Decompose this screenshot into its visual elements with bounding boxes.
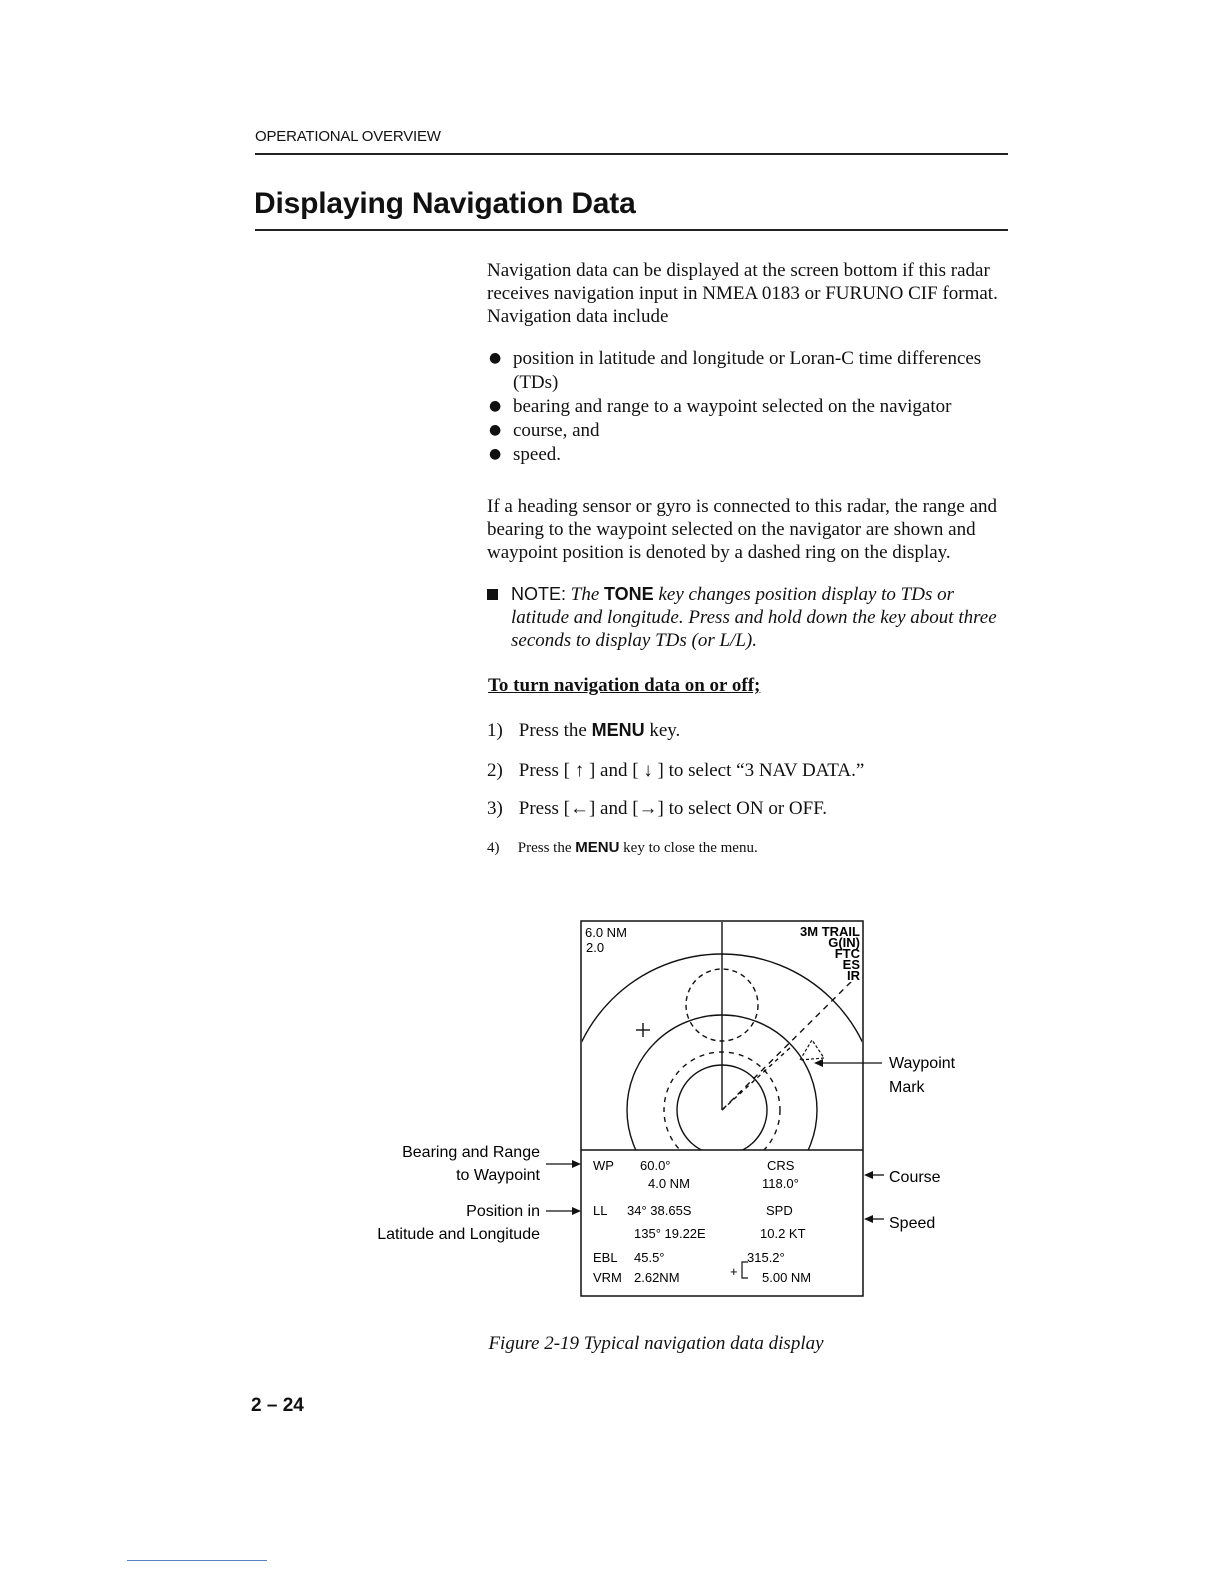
step-text: Press the	[518, 720, 587, 741]
latitude: 34° 38.65S	[627, 1203, 692, 1218]
list-item: ● position in latitude and longitude or Loran-C time differences (TDs)	[489, 347, 1014, 395]
step-number: 3)	[487, 798, 503, 819]
list-item: ● bearing and range to a waypoint selected on the navigator	[489, 395, 1014, 419]
arrow-left-icon	[864, 1171, 873, 1179]
wp-range: 4.0 NM	[648, 1176, 690, 1191]
procedure-heading: To turn navigation data on or off;	[488, 675, 761, 696]
callout-position: Position in	[466, 1203, 540, 1220]
step-number: 1)	[487, 720, 503, 741]
spd-label: SPD	[766, 1203, 793, 1218]
note-key: TONE	[604, 584, 654, 604]
ring-interval: 2.0	[586, 940, 605, 955]
callout-position: Latitude and Longitude	[377, 1226, 540, 1243]
step-key: MENU	[575, 839, 620, 856]
ll-label: LL	[593, 1203, 608, 1218]
step-text: Press the	[517, 840, 572, 856]
bottom-rule	[127, 1560, 267, 1561]
ftc-label: FTC	[834, 946, 860, 961]
crs-label: CRS	[767, 1158, 795, 1173]
cursor-plus-icon: +	[730, 1264, 738, 1279]
arrow-left-icon	[814, 1059, 823, 1067]
callout-course: Course	[889, 1169, 941, 1186]
figure-callouts	[546, 1059, 884, 1223]
callout-bearing-range: to Waypoint	[456, 1167, 540, 1184]
crs-value: 118.0°	[762, 1176, 799, 1191]
step-text: key.	[649, 720, 681, 741]
step-text: key to close the menu.	[623, 840, 758, 856]
arrow-right-icon	[572, 1160, 581, 1168]
vrm-value: 2.62NM	[634, 1270, 680, 1285]
callout-waypoint-mark: Waypoint	[889, 1055, 956, 1072]
trail-label: 3M TRAIL	[800, 924, 860, 939]
callout-bearing-range: Bearing and Range	[402, 1144, 540, 1161]
step-number: 4)	[487, 840, 500, 856]
wp-bearing: 60.0°	[640, 1158, 671, 1173]
radar-display	[566, 921, 878, 1296]
vrm-label: VRM	[593, 1270, 622, 1285]
callout-speed: Speed	[889, 1215, 936, 1232]
es-label: ES	[842, 957, 860, 972]
ebl-value: 45.5°	[634, 1250, 665, 1265]
gain-label: G(IN)	[828, 935, 860, 950]
ebl-label: EBL	[593, 1250, 618, 1265]
nav-data-box	[581, 1150, 863, 1285]
ebl-line	[722, 965, 868, 1110]
figure-caption: Figure 2-19 Typical navigation data display	[488, 1333, 824, 1354]
longitude: 135° 19.22E	[634, 1226, 706, 1241]
cursor-bearing: 315.2°	[747, 1250, 785, 1265]
ir-label: IR	[847, 968, 860, 983]
list-item: ● speed.	[489, 443, 1014, 467]
step-key: MENU	[591, 720, 645, 740]
arrow-right-icon	[572, 1207, 581, 1215]
range-readout: 6.0 NM	[585, 925, 627, 940]
waypoint-mark	[800, 1040, 824, 1060]
note-label: NOTE:	[511, 584, 567, 604]
page-title: Displaying Navigation Data	[254, 187, 636, 220]
callout-waypoint-mark: Mark	[889, 1079, 925, 1096]
list-item: ● course, and	[489, 419, 1014, 443]
step-number: 2)	[487, 760, 503, 781]
heading-sensor-paragraph: If a heading sensor or gyro is connected to this radar, the range and bearing to the waypoint selected on the navigator are shown and waypoint position is denoted by a dashed ring on the display.	[487, 496, 997, 563]
step-text: Press [←] and [→] to select ON or OFF.	[518, 798, 827, 819]
cursor-range: 5.00 NM	[762, 1270, 812, 1285]
step-text: Press [ ↑ ] and [ ↓ ] to select “3 NAV DATA.”	[518, 760, 865, 781]
section-header: OPERATIONAL OVERVIEW	[255, 128, 441, 145]
note-text-rest: key changes position display to TDs or latitude and longitude. Press and hold down the key about three seconds to display TDs (or L/L).	[511, 584, 997, 651]
spd-value: 10.2 KT	[760, 1226, 806, 1241]
intro-paragraph: Navigation data can be displayed at the screen bottom if this radar receives navigation input in NMEA 0183 or FURUNO CIF format. Navigation data include	[487, 260, 998, 327]
page-number: 2 – 24	[251, 1395, 304, 1416]
note-text-start: The	[570, 584, 600, 605]
wp-label: WP	[593, 1158, 614, 1173]
arrow-left-icon	[864, 1215, 873, 1223]
